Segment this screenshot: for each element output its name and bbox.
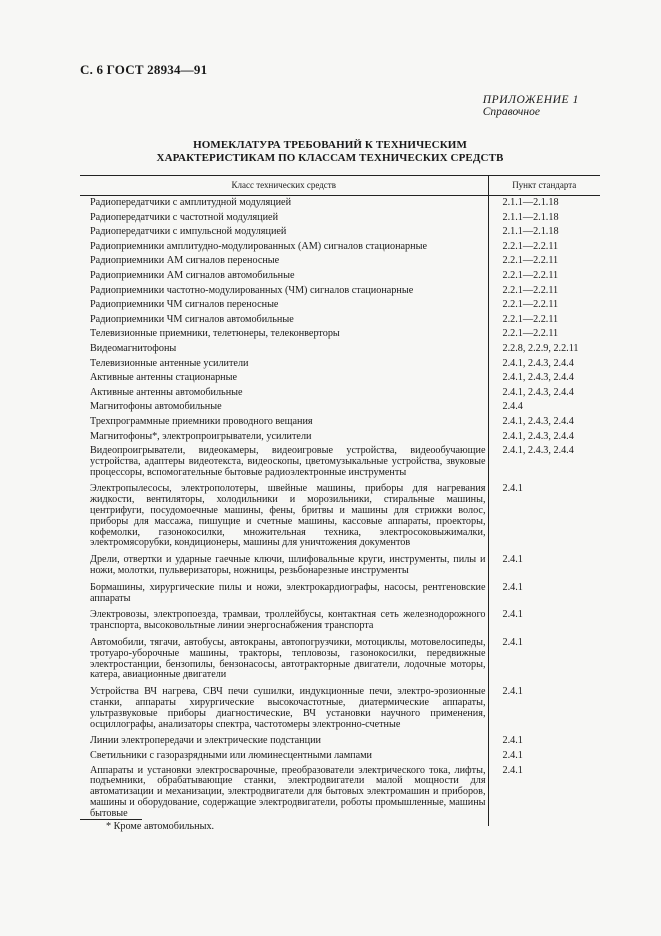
appendix-type: Справочное	[482, 106, 540, 118]
table-row	[80, 583, 600, 611]
cell-class: Видеомагнитофоны	[90, 342, 177, 354]
cell-class: Электровозы, электропоезда, трамваи, троллейбусы, контактная сеть железнодорожного транспорта, высоковольтные линии энергоснабжения транспорта	[90, 609, 486, 632]
cell-class: Радиоприемники АМ сигналов переносные	[90, 255, 280, 267]
cell-class: Трехпрограммные приемники проводного вещания	[90, 415, 313, 427]
table-row	[80, 687, 600, 736]
cell-clause: 2.4.1, 2.4.3, 2.4.4	[488, 388, 600, 403]
table-row	[80, 373, 600, 388]
cell-clause: 2.2.8, 2.2.9, 2.2.11	[488, 344, 600, 359]
cell-class: Магнитофоны автомобильные	[90, 401, 222, 413]
cell-clause: 2.4.1, 2.4.3, 2.4.4	[488, 373, 600, 388]
cell-class: Радиоприемники АМ сигналов автомобильные	[90, 269, 295, 281]
title-line-2: ХАРАКТЕРИСТИКАМ ПО КЛАССАМ ТЕХНИЧЕСКИХ СРЕДСТВ	[156, 152, 504, 164]
appendix-title: ПРИЛОЖЕНИЕ 1	[482, 94, 579, 106]
table-row	[80, 315, 600, 330]
cell-class: Автомобили, тягачи, автобусы, автокраны, автопогрузчики, мотоциклы, мотовелосипеды, тротуаро-уборочные машины, тракторы, тепловозы, газонокосилки, передвижные электростанции, бензопилы, бензонасосы, автотракторные двигатели, лодочные моторы, катера, авиационные двигатели	[90, 637, 486, 681]
table-row	[80, 300, 600, 315]
table-row	[80, 196, 600, 213]
cell-class: Линии электропередачи и электрические подстанции	[90, 735, 321, 747]
cell-clause: 2.4.1	[488, 751, 600, 766]
cell-clause: 2.4.1	[488, 583, 600, 611]
cell-clause: 2.4.1	[488, 484, 600, 555]
cell-class: Устройства ВЧ нагрева, СВЧ печи сушилки, индукционные печи, электро-эрозионные станки, аппараты хирургические высокочастотные, диатермические аппараты, ультразвуковые приборы диагностические, ВЧ установки научного применения, осциллографы, анализаторы спектра, частотомеры электронно-счетные	[90, 686, 486, 730]
table-row	[80, 484, 600, 555]
cell-class: Светильники с газоразрядными или люминесцентными лампами	[90, 750, 373, 762]
cell-clause: 2.2.1—2.2.11	[488, 300, 600, 315]
cell-class: Видеопроигрыватели, видеокамеры, видеоигровые устройства, видеообучающие устройства, адаптеры видеотекста, видеоскопы, цветомузыкальные устройства, звуковые процессоры, вспомогательные бытовые радиоэлектронные инструменты	[90, 445, 486, 478]
cell-clause: 2.2.1—2.2.11	[488, 242, 600, 257]
cell-class: Радиопередатчики с частотной модуляцией	[90, 211, 279, 223]
title-line-1: НОМЕКЛАТУРА ТРЕБОВАНИЙ К ТЕХНИЧЕСКИМ	[193, 139, 467, 151]
cell-class: Дрели, отвертки и ударные гаечные ключи, шлифовальные круги, инструменты, пилы и ножи, молотки, пульверизаторы, ножницы, резьбонарезные инструменты	[90, 554, 486, 577]
table-row	[80, 344, 600, 359]
cell-class: Активные антенны стационарные	[90, 372, 237, 384]
table-row	[80, 446, 600, 484]
cell-clause: 2.2.1—2.2.11	[488, 315, 600, 330]
table-row	[80, 286, 600, 301]
table-row	[80, 388, 600, 403]
cell-class: Активные антенны автомобильные	[90, 386, 243, 398]
cell-clause: 2.4.1, 2.4.3, 2.4.4	[488, 417, 600, 432]
cell-clause: 2.4.1	[488, 687, 600, 736]
cell-clause: 2.4.1	[488, 610, 600, 638]
cell-class: Радиопередатчики с амплитудной модуляцией	[90, 197, 292, 208]
cell-clause: 2.4.1, 2.4.3, 2.4.4	[488, 359, 600, 374]
table-row	[80, 242, 600, 257]
table-row	[80, 766, 600, 826]
cell-clause: 2.4.1	[488, 638, 600, 687]
cell-clause: 2.4.1, 2.4.3, 2.4.4	[488, 446, 600, 484]
table-row	[80, 256, 600, 271]
cell-class: Аппараты и установки электросварочные, преобразователи электрического тока, лифты, подъемники, обрабатывающие станки, электродвигатели малой мощности для автоматизации и механизации, электродвигатели для бытовых электромашин и приборов, машины и оборудование, содержащие электродвигатели, роботы промышленные, машины бытовые	[90, 764, 486, 819]
table-row	[80, 329, 600, 344]
cell-clause: 2.2.1—2.2.11	[488, 256, 600, 271]
cell-class: Радиоприемники ЧМ сигналов автомобильные	[90, 313, 294, 325]
document-title	[80, 139, 580, 165]
table-row	[80, 432, 600, 447]
cell-clause: 2.2.1—2.2.11	[488, 286, 600, 301]
footnote-divider	[80, 819, 142, 820]
table-row	[80, 417, 600, 432]
table-row	[80, 555, 600, 583]
table-row	[80, 271, 600, 286]
cell-clause: 2.2.1—2.2.11	[488, 329, 600, 344]
table-header-row	[80, 176, 600, 196]
table-row	[80, 751, 600, 766]
table-body	[80, 196, 600, 826]
cell-clause: 2.4.1	[488, 766, 600, 826]
cell-class: Радиоприемники амплитудно-модулированных (АМ) сигналов стационарные	[90, 240, 427, 252]
cell-clause: 2.2.1—2.2.11	[488, 271, 600, 286]
table-row	[80, 610, 600, 638]
cell-class: Радиоприемники ЧМ сигналов переносные	[90, 299, 279, 311]
cell-class: Электропылесосы, электрополотеры, швейные машины, приборы для нагревания жидкости, вентиляторы, холодильники и морозильники, стиральные машины, центрифуги, посудомоечные машины, фены, бритвы и машины для стрижки волос, приборы для массажа, пишущие и счетные машины, кассовые аппараты, проекторы, кофемолки, газонокосилки, множительная техника, электросоковыжималки, электромясорубки, кондиционеры, машины для уничтожения документов	[90, 483, 486, 549]
cell-clause: 2.1.1—2.1.18	[488, 213, 600, 228]
cell-class: Магнитофоны*, электропроигрыватели, усилители	[90, 430, 312, 442]
table-row	[80, 638, 600, 687]
cell-clause: 2.4.4	[488, 402, 600, 417]
table-row	[80, 402, 600, 417]
column-header-clause: Пункт стандарта	[488, 176, 600, 196]
cell-clause: 2.4.1	[488, 555, 600, 583]
cell-clause: 2.4.1	[488, 736, 600, 751]
cell-clause: 2.1.1—2.1.18	[488, 227, 600, 242]
table-row	[80, 359, 600, 374]
cell-clause: 2.4.1, 2.4.3, 2.4.4	[488, 432, 600, 447]
cell-class: Радиоприемники частотно-модулированных (ЧМ) сигналов стационарные	[90, 284, 414, 296]
footnote: * Кроме автомобильных.	[106, 821, 215, 832]
cell-class: Бормашины, хирургические пилы и ножи, электрокардиографы, насосы, рентгеновские аппараты	[90, 581, 486, 604]
cell-class: Радиопередатчики с импульсной модуляцией	[90, 226, 287, 238]
requirements-table	[80, 175, 600, 826]
page-header: С. 6 ГОСТ 28934—91	[80, 62, 208, 77]
table-row	[80, 227, 600, 242]
table-row	[80, 213, 600, 228]
table-row	[80, 736, 600, 751]
cell-clause: 2.1.1—2.1.18	[488, 196, 600, 213]
appendix-label	[483, 94, 579, 118]
column-header-class: Класс технических средств	[80, 176, 488, 196]
cell-class: Телевизионные антенные усилители	[90, 357, 249, 369]
cell-class: Телевизионные приемники, телетюнеры, телеконверторы	[90, 328, 340, 340]
